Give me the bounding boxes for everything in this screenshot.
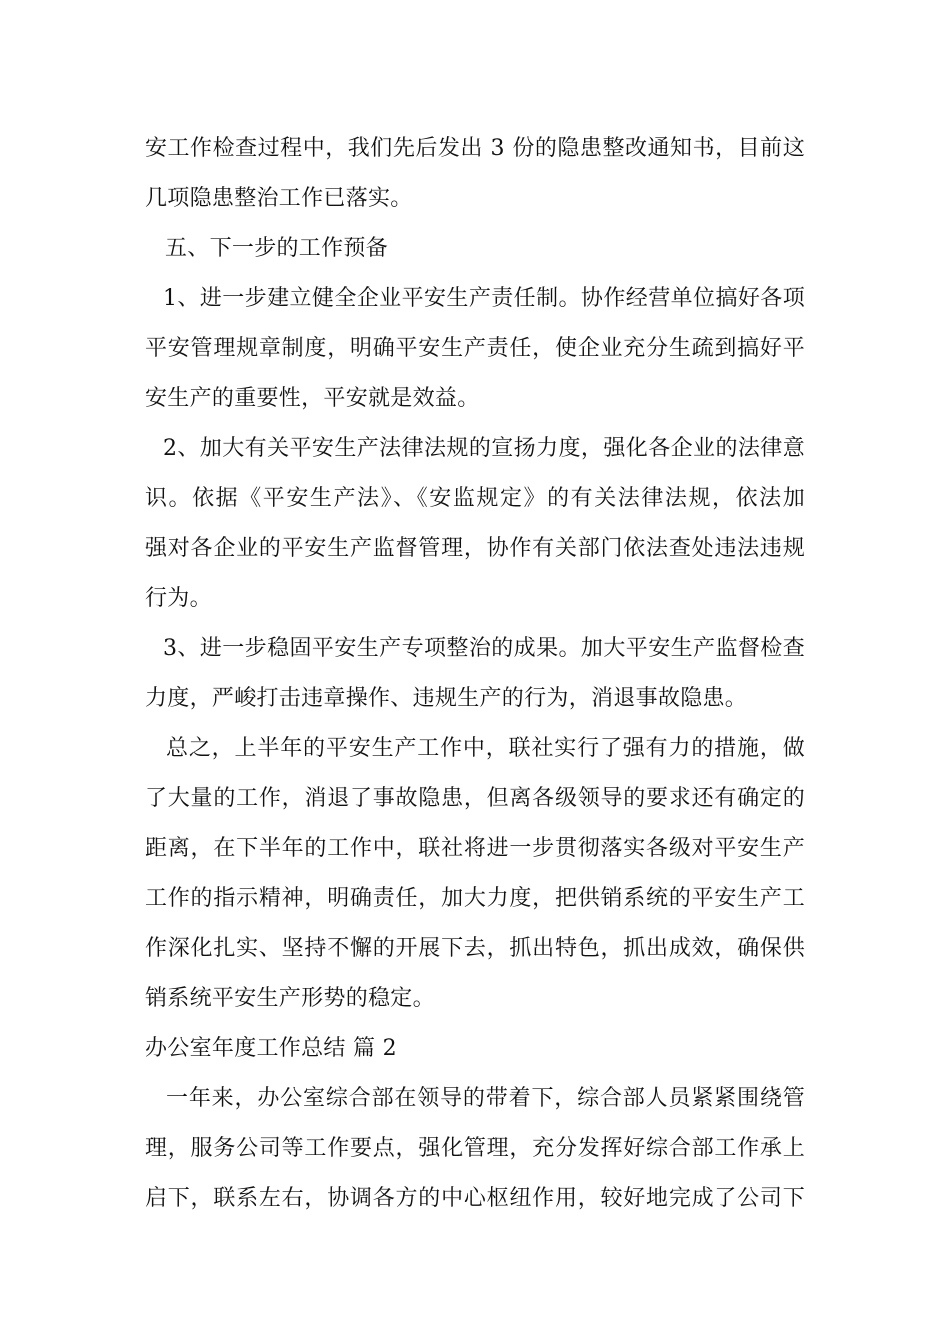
section-heading: 五、下一步的工作预备 [165,236,389,261]
paragraph-start: 一年来，办公室综合部在领导的带着下，综合部人员紧紧围绕管 [166,1086,805,1111]
text-line: 安生产的重要性，平安就是效益。 [145,386,480,411]
article-title: 办公室年度工作总结 篇 2 [145,1036,397,1061]
text-line: 行为。 [145,586,212,611]
text-line: 作深化扎实、坚持不懈的开展下去，抓出特色，抓出成效，确保供 [145,936,805,961]
text-line: 了大量的工作，消退了事故隐患，但离各级领导的要求还有确定的 [145,786,805,811]
text-line: 距离，在下半年的工作中，联社将进一步贯彻落实各级对平安生产 [145,836,805,861]
list-item-3: 3、进一步稳固平安生产专项整治的成果。加大平安生产监督检查 [163,636,805,661]
list-item-1: 1、进一步建立健全企业平安生产责任制。协作经营单位搞好各项 [163,286,805,311]
text-line: 启下，联系左右，协调各方的中心枢纽作用，较好地完成了公司下 [145,1186,805,1211]
text-line: 几项隐患整治工作已落实。 [145,186,413,211]
text-line: 理，服务公司等工作要点，强化管理，充分发挥好综合部工作承上 [145,1136,805,1161]
list-item-2: 2、加大有关平安生产法律法规的宣扬力度，强化各企业的法律意 [163,436,805,461]
text-line: 力度，严峻打击违章操作、违规生产的行为，消退事故隐患。 [145,686,748,711]
text-line: 销系统平安生产形势的稳定。 [145,986,435,1011]
text-line: 强对各企业的平安生产监督管理，协作有关部门依法查处违法违规 [145,536,805,561]
text-line: 安工作检查过程中，我们先后发出 3 份的隐患整改通知书，目前这 [145,136,805,161]
text-line: 工作的指示精神，明确责任，加大力度，把供销系统的平安生产工 [145,886,805,911]
text-line: 平安管理规章制度，明确平安生产责任，使企业充分生疏到搞好平 [145,336,805,361]
text-line: 识。依据《平安生产法》、《安监规定》的有关法律法规，依法加 [145,486,805,511]
paragraph-start: 总之，上半年的平安生产工作中，联社实行了强有力的措施，做 [166,736,805,761]
